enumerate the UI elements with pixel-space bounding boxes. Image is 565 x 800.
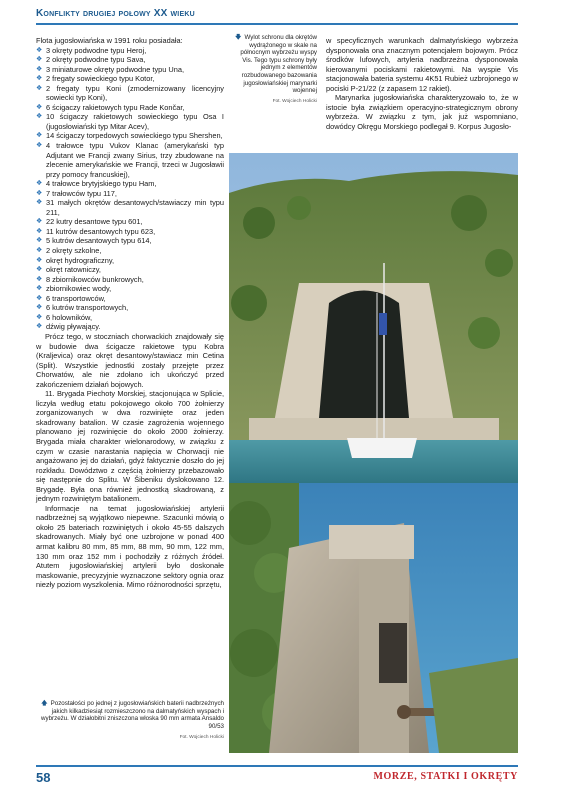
list-item: ❖ 31 małych okrętów desantowych/stawiaczy min typu 211, [36, 198, 224, 217]
caption-text: Wylot schronu dla okrętów wydrążonego w skale na północnym wybrzeżu wyspy Vis. Tego typu schrony były jednym z elementów rozbudowanego bazowania jugosłowiańskiej marynarki wojennej [240, 34, 317, 95]
body-paragraph: Marynarka jugosłowiańska charakteryzowało to, że w istocie była związkiem operacyjno-strategicznym obrony wybrzeża. W związku z tym, jak już wspomniano, dowódcy Okręgu Morskiego podlegał 9. Korpus Jugosło- [326, 93, 518, 131]
photo-caption-top [231, 34, 317, 105]
list-item: ❖ 6 kutrów transportowych, [36, 303, 129, 313]
caption-text: Pozostałości po jednej z jugosłowiańskich baterii nadbrzeżnych jakich kilkadziesiąt rozmieszczono na dalmatyńskich wyspach i wybrzeżu. W działobitni zniszczona włoska 90 mm armata Ansaldo 90/53 [41, 700, 224, 731]
photo-coastal-battery [229, 483, 518, 753]
arrow-bullet-icon: ❖ [36, 237, 43, 245]
arrow-bullet-icon: ❖ [36, 266, 43, 274]
arrow-bullet-icon: ❖ [36, 227, 43, 235]
list-item: ❖ 2 fregaty typu Koni (zmodernizowany licencyjny sowiecki typ Koni), [36, 83, 224, 103]
arrow-bullet-icon: ❖ [36, 46, 43, 54]
list-item: ❖ 10 ścigaczy rakietowych sowieckiego typu Osa I (jugosłowiański typ Mitar Acev), [36, 112, 224, 131]
list-item: ❖ 14 ścigaczy torpedowych sowieckiego typu Shershen, [36, 131, 223, 141]
list-item: ❖ 3 okręty podwodne typu Heroj, [36, 45, 147, 55]
list-item: ❖ 4 trałowce typu Vukov Klanac (amerykański typ Adjutant we Francji zwany Sirius, trzy zbudowane na zlecenie amerykańskie we Francji, trzeci w Jugosławii przy pomocy francuskiej), [36, 141, 224, 179]
photo-credit: Fot. Wojciech Holicki [179, 734, 224, 740]
body-paragraph: w specyficznych warunkach dalmatyńskiego wybrzeża dysponowała ona znacznym potencjałem bojowym. Prócz środków lufowych, artyleria nadbrzeżna dysponowała kierowanymi pociskami rakietowymi. Na wyspie Vis stacjonowała bateria systemu 4K51 Rubież uzbrojonego w pociski P-21/22 (z zapasem 12 rakiet). [326, 36, 518, 93]
arrow-bullet-icon: ❖ [36, 323, 43, 331]
arrow-bullet-icon: ❖ [36, 56, 43, 64]
list-item: ❖ 4 trałowce brytyjskiego typu Ham, [36, 179, 157, 189]
list-item: ❖ 2 okręty podwodne typu Sava, [36, 55, 146, 65]
list-item: ❖ 8 zbiornikowców bunkrowych, [36, 274, 144, 284]
photo-stack [229, 153, 518, 753]
arrow-bullet-icon: ❖ [36, 65, 43, 73]
arrow-bullet-icon: ❖ [36, 103, 43, 111]
arrow-bullet-icon: ❖ [36, 189, 43, 197]
list-item: ❖ 5 kutrów desantowych typu 614, [36, 236, 152, 246]
arrow-bullet-icon: ❖ [36, 285, 43, 293]
arrow-bullet-icon: ❖ [36, 304, 43, 312]
list-item: ❖ 2 fregaty sowieckiego typu Kotor, [36, 74, 155, 84]
arrow-bullet-icon: ❖ [36, 132, 43, 140]
section-title: Konflikty drugiej połowy XX wieku [36, 8, 195, 19]
list-item: ❖ dźwig pływający. [36, 322, 101, 332]
list-item: ❖ 11 kutrów desantowych typu 623, [36, 226, 156, 236]
photo-credit: Fot. Wojciech Holicki [272, 98, 317, 104]
magazine-title: MORZE, STATKI I OKRĘTY [373, 771, 518, 782]
body-paragraph: Prócz tego, w stoczniach chorwackich znajdowały się w budowie dwa ścigacze rakietowe typu Kobra (Kraljevica) oraz okręt desantowy/stawiacz min Cetina (Split). Wszystkie jednostki zostały przejęte przez Chorwatów, ale nie zdołano ich ukończyć przed zakończeniem działań bojowych. [36, 331, 224, 389]
list-item: ❖ zbiornikowiec wody, [36, 284, 112, 294]
arrow-bullet-icon: ❖ [36, 313, 43, 321]
arrow-bullet-icon: ❖ [36, 247, 43, 255]
arrow-bullet-icon: ❖ [36, 294, 43, 302]
left-column [36, 36, 224, 590]
arrow-down-icon: 🡇 [235, 34, 242, 41]
photo-illustration [229, 153, 518, 753]
header-rule [36, 23, 518, 25]
arrow-bullet-icon: ❖ [36, 75, 43, 83]
arrow-bullet-icon: ❖ [36, 180, 43, 188]
list-item: ❖ okręt ratowniczy, [36, 265, 101, 275]
body-paragraph: 11. Brygada Piechoty Morskiej, stacjonująca w Splicie, liczyła według etatu pokojowego około 700 żołnierzy zorganizowanych w dwa rozwinięte oraz jeden skadrowany batalion. W czasie zagrożenia wojennego planowano jej rozwinięcie do około 2000 żołnierzy. Brygada miała charakter wielonarodowy, w związku z czym w czasie narastania napięcia w Chorwacji nie angażowano jej do działań, gdyż faktycznie doszło do jej rozkładu. Dowództwo z częścią żołnierzy przebazowało się następnie do Splitu. W Šibeniku dyslokowano 12. Brygadę. Była ona również jednostką skadrowaną, z jednym rozwiniętym batalionem. [36, 389, 224, 504]
fleet-list [36, 46, 224, 332]
list-item: ❖ 6 holowników, [36, 312, 93, 322]
list-item: ❖ 6 transportowców, [36, 293, 106, 303]
arrow-bullet-icon: ❖ [36, 256, 43, 264]
arrow-bullet-icon: ❖ [36, 84, 43, 92]
list-item: ❖ 2 okręty szkolne, [36, 246, 102, 256]
photo-caption-bottom [36, 700, 224, 742]
list-item: ❖ 3 miniaturowe okręty podwodne typu Una, [36, 64, 185, 74]
photo-submarine-tunnel [229, 153, 518, 483]
list-item: ❖ 7 trałowców typu 117, [36, 188, 117, 198]
body-paragraph: Informacje na temat jugosłowiańskiej artylerii nadbrzeżnej są wyjątkowo niepewne. Szacunki mówią o około 25 bateriach rozwiniętych i około 45-55 dalszych skadrowanych. Miały być one uzbrojone w ponad 400 armat kalibru 80 mm, 85 mm, 88 mm, 90 mm, 122 mm, 130 mm oraz 152 mm i pochodziły z różnych źródeł. Atutem jugosłowiańskiej artylerii było doskonałe maskowanie, precyzyjnie wyznaczone sektory ognia oraz niezły poziom wyszkolenia. Mimo różnorodności sprzętu, [36, 503, 224, 590]
arrow-bullet-icon: ❖ [36, 142, 43, 150]
list-item: ❖ 6 ścigaczy rakietowych typu Rade Končar, [36, 102, 185, 112]
arrow-bullet-icon: ❖ [36, 199, 43, 207]
footer-rule [36, 765, 518, 767]
list-item: ❖ okręt hydrograficzny, [36, 255, 115, 265]
arrow-bullet-icon: ❖ [36, 113, 43, 121]
page-number: 58 [36, 770, 51, 785]
arrow-bullet-icon: ❖ [36, 275, 43, 283]
arrow-bullet-icon: ❖ [36, 218, 43, 226]
list-item: ❖ 22 kutry desantowe typu 601, [36, 217, 143, 227]
fleet-intro: Flota jugosłowiańska w 1991 roku posiadała: [36, 36, 183, 45]
right-column [326, 36, 518, 131]
arrow-up-icon: 🡅 [41, 700, 48, 707]
